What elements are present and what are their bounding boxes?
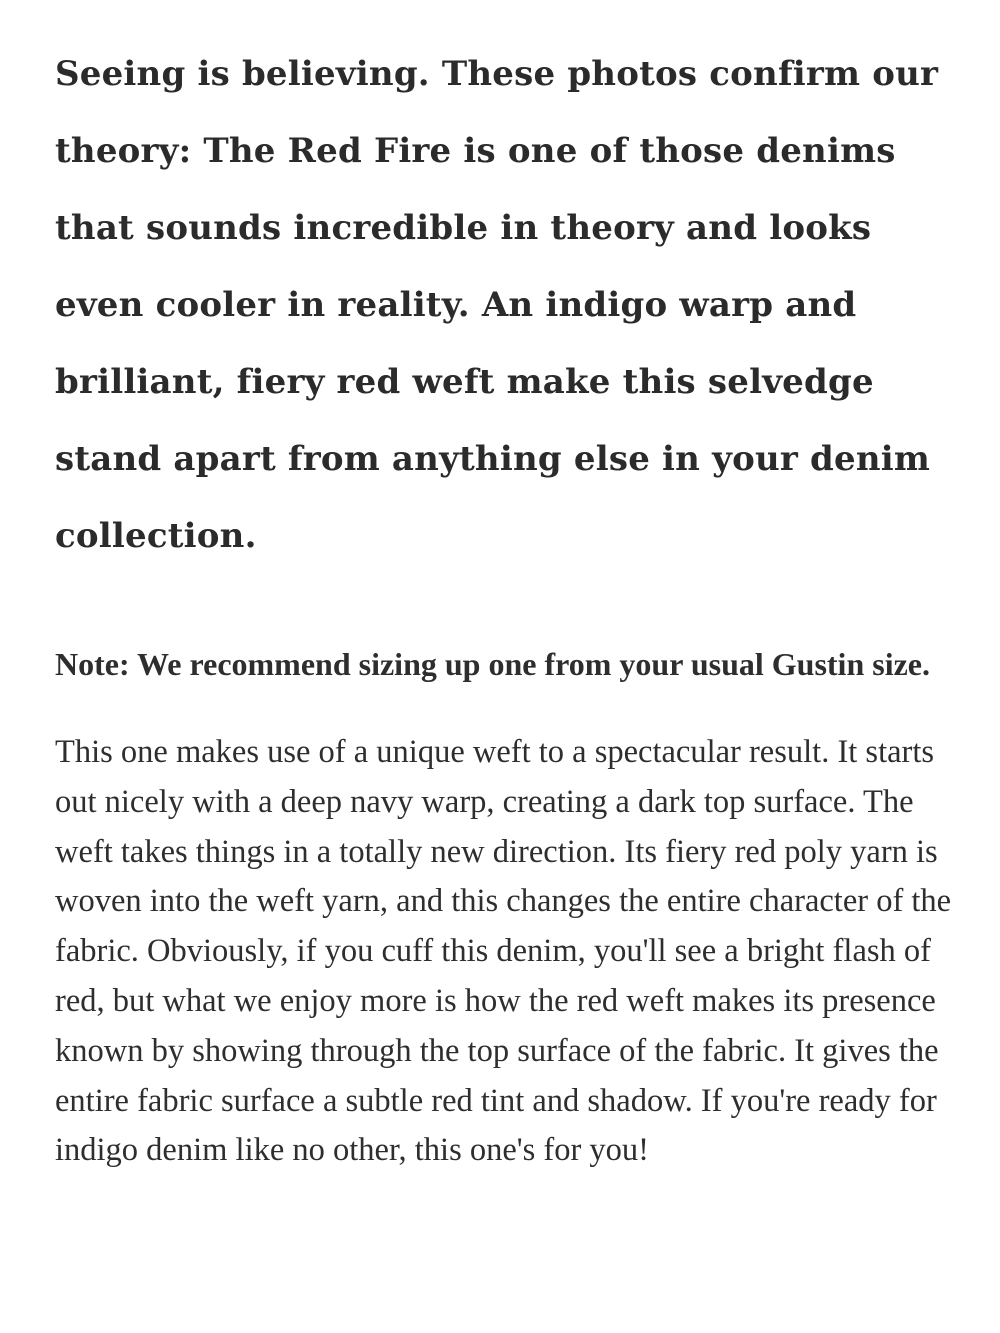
lead-paragraph: Seeing is believing. These photos confirm our theory: The Red Fire is one of those denims that sounds incredible in theory and looks even cooler in reality. An indigo warp and brilliant, fiery red weft make this selvedge stand apart from anything else in your denim collection. — [55, 54, 939, 556]
description-paragraph: This one makes use of a unique weft to a spectacular result. It starts out nicely with a deep navy warp, creating a dark top surface. The weft takes things in a totally new direction. Its fiery red poly yarn is woven into the weft yarn, and this changes the entire character of the fabric. Obviously, if you cuff this denim, you'll see a bright flash of red, but what we enjoy more is how the red weft makes its presence known by showing through the top surface of the fabric. It gives the entire fabric surface a subtle red tint and shadow. If you're ready for indigo denim like no other, this one's for you! — [55, 734, 952, 1169]
sizing-note: Note: We recommend sizing up one from your usual Gustin size. — [55, 646, 930, 682]
article-content — [55, 36, 960, 1176]
